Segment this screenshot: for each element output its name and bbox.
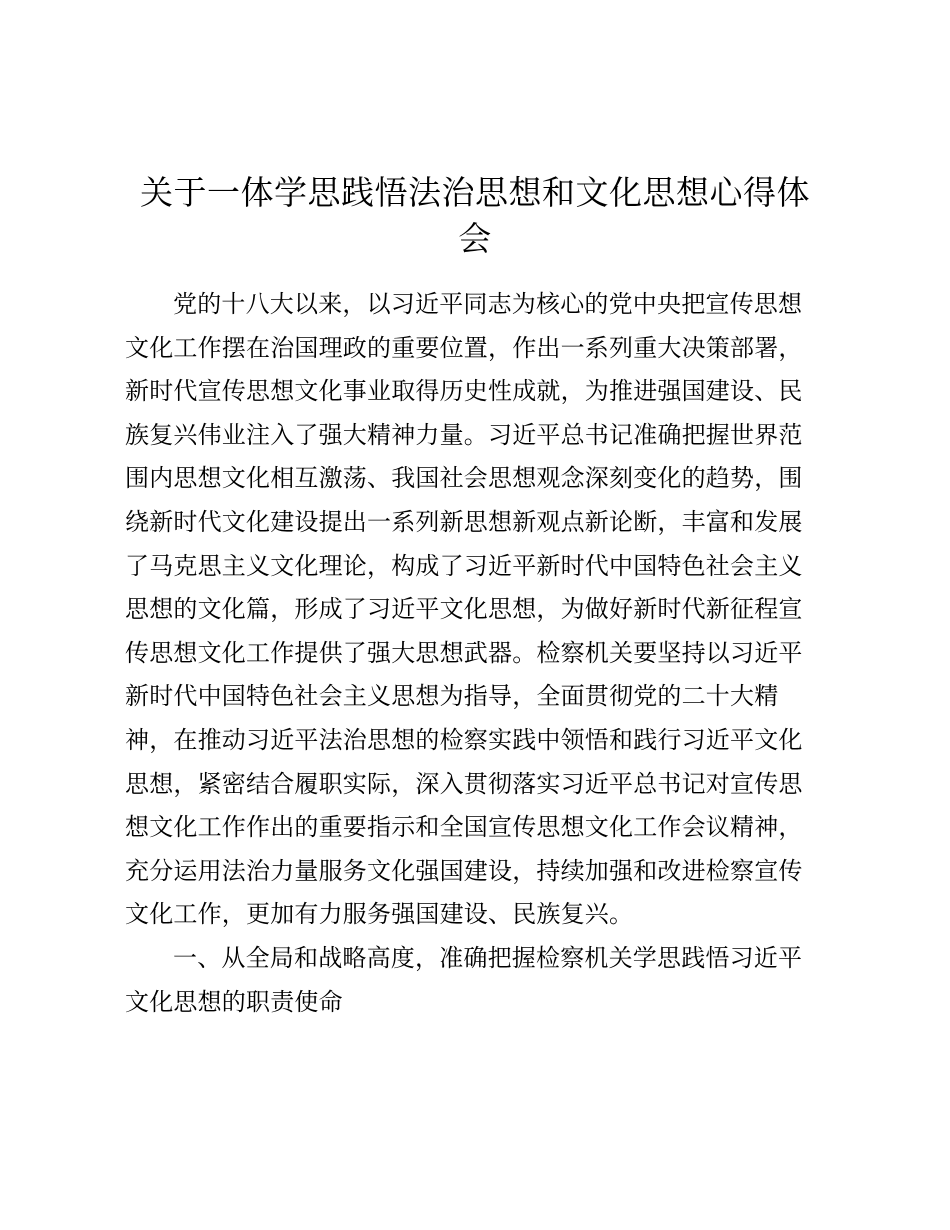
paragraph-line: 想文化工作作出的重要指示和全国宣传思想文化工作会议精神， bbox=[125, 813, 803, 842]
paragraph-line: 思想，紧密结合履职实际，深入贯彻落实习近平总书记对宣传思 bbox=[125, 769, 803, 798]
paragraph-intro bbox=[125, 283, 825, 937]
paragraph-line: 新时代中国特色社会主义思想为指导，全面贯彻党的二十大精 bbox=[125, 682, 779, 711]
paragraph-line: 党的十八大以来，以习近平同志为核心的党中央把宣传思想 bbox=[173, 290, 803, 318]
document-title bbox=[125, 170, 825, 262]
paragraph-line: 新时代宣传思想文化事业取得历史性成就，为推进强国建设、民 bbox=[125, 377, 803, 406]
heading-line: 文化思想的职责使命 bbox=[125, 987, 343, 1016]
paragraph-line: 文化工作，更加有力服务强国建设、民族复兴。 bbox=[125, 900, 634, 929]
title-line: 关于一体学思践悟法治思想和文化思想心得体 bbox=[140, 173, 810, 212]
paragraph-line: 思想的文化篇，形成了习近平文化思想，为做好新时代新征程宣 bbox=[125, 595, 803, 624]
paragraph-line: 族复兴伟业注入了强大精神力量。习近平总书记准确把握世界范 bbox=[125, 420, 803, 449]
paragraph-line: 文化工作摆在治国理政的重要位置，作出一系列重大决策部署， bbox=[125, 333, 803, 362]
heading-line: 一、从全局和战略高度，准确把握检察机关学思践悟习近平 bbox=[173, 943, 803, 972]
paragraph-line: 绕新时代文化建设提出一系列新思想新观点新论断，丰富和发展 bbox=[125, 507, 803, 536]
paragraph-line: 神，在推动习近平法治思想的检察实践中领悟和践行习近平文化 bbox=[125, 725, 803, 754]
paragraph-line: 围内思想文化相互激荡、我国社会思想观念深刻变化的趋势，围 bbox=[125, 464, 803, 493]
title-line: 会 bbox=[458, 219, 492, 258]
paragraph-line: 了马克思主义文化理论，构成了习近平新时代中国特色社会主义 bbox=[125, 551, 803, 580]
document-body bbox=[125, 283, 825, 1024]
section-heading-1 bbox=[125, 937, 825, 1024]
paragraph-line: 充分运用法治力量服务文化强国建设，持续加强和改进检察宣传 bbox=[125, 856, 803, 885]
paragraph-line: 传思想文化工作提供了强大思想武器。检察机关要坚持以习近平 bbox=[125, 638, 803, 667]
